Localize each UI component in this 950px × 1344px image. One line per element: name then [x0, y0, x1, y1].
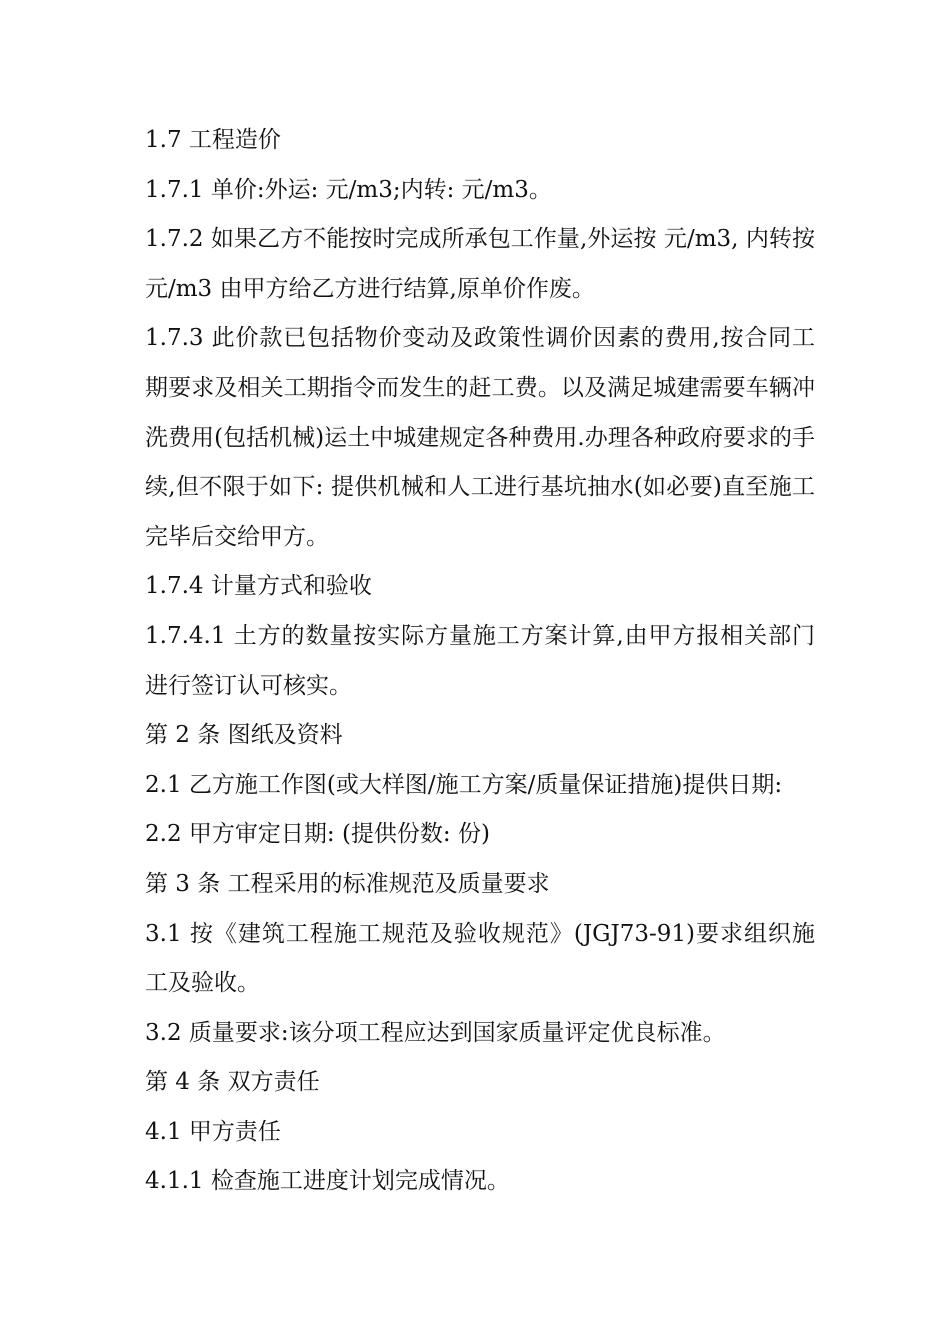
clause-3-1: 3.1 按《建筑工程施工规范及验收规范》(JGJ73-91)要求组织施工及验收。 — [145, 920, 815, 997]
clause-1-7-3: 1.7.3 此价款已包括物价变动及政策性调价因素的费用,按合同工期要求及相关工期指令而发生的赶工费。以及满足城建需要车辆冲洗费用(包括机械)运土中城建规定各种费用.办理各种政府要求的手续,但不限于如下: 提供机械和人工进行基坑抽水(如必要)直至施工完毕后交给甲方。 — [145, 325, 815, 550]
heading-4-1: 4.1 甲方责任 — [145, 1118, 281, 1145]
clause-4-1-1: 4.1.1 检查施工进度计划完成情况。 — [145, 1168, 510, 1195]
document-body — [145, 116, 815, 1207]
clause-1-7-1: 1.7.1 单价:外运: 元/m3;内转: 元/m3。 — [145, 176, 552, 203]
clause-3-2: 3.2 质量要求:该分项工程应达到国家质量评定优良标准。 — [145, 1019, 726, 1046]
heading-1-7-4: 1.7.4 计量方式和验收 — [145, 573, 372, 600]
article-3-title: 第 3 条 工程采用的标准规范及质量要求 — [145, 870, 550, 897]
clause-1-7-4-1: 1.7.4.1 土方的数量按实际方量施工方案计算,由甲方报相关部门进行签订认可核实。 — [145, 622, 815, 699]
heading-1-7: 1.7 工程造价 — [145, 127, 281, 153]
article-2-title: 第 2 条 图纸及资料 — [145, 722, 343, 749]
clause-2-1: 2.1 乙方施工作图(或大样图/施工方案/质量保证措施)提供日期: — [145, 771, 783, 798]
clause-2-2: 2.2 甲方审定日期: (提供份数: 份) — [145, 821, 490, 848]
clause-1-7-2: 1.7.2 如果乙方不能按时完成所承包工作量,外运按 元/m3, 内转按 元/m3 由甲方给乙方进行结算,原单价作废。 — [145, 226, 815, 302]
article-4-title: 第 4 条 双方责任 — [145, 1069, 320, 1096]
